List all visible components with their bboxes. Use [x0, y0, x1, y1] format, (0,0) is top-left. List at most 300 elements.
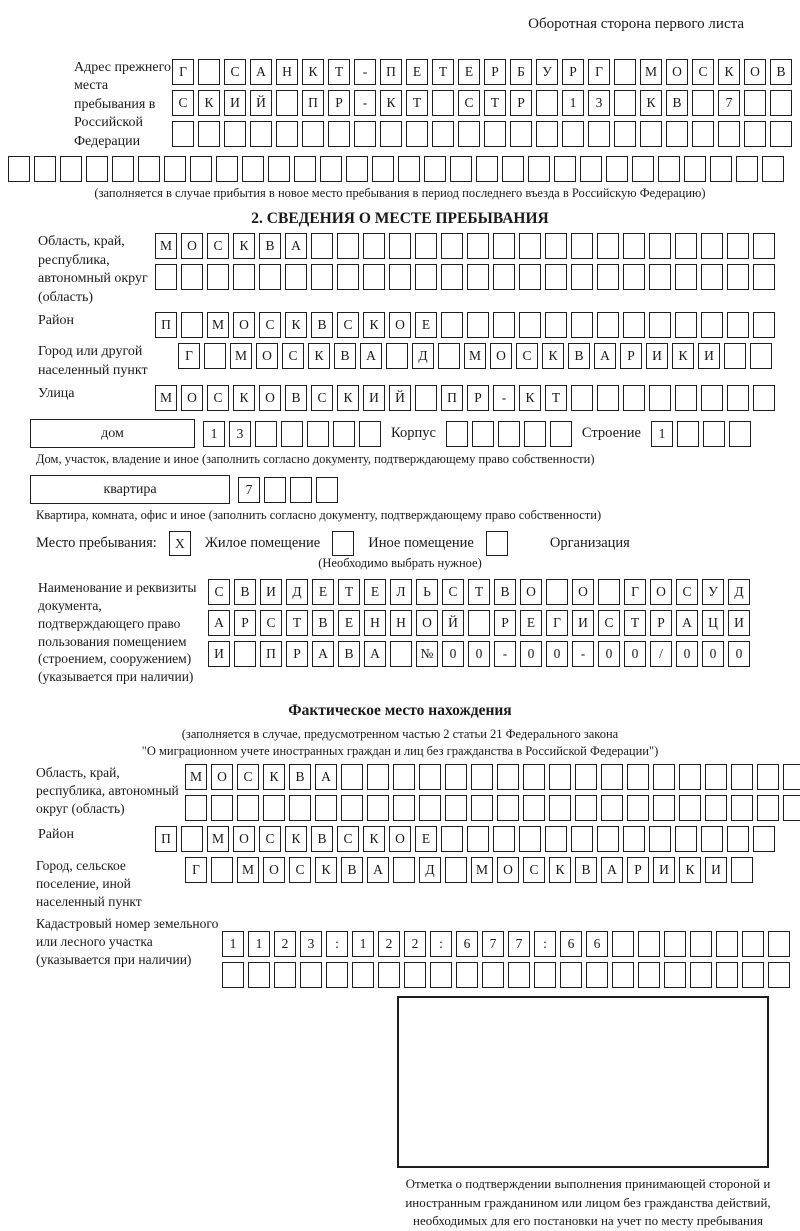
char-cell[interactable]: П	[155, 312, 177, 338]
char-cell[interactable]	[623, 264, 645, 290]
char-cell[interactable]: Р	[286, 641, 308, 667]
char-cell[interactable]: Г	[172, 59, 194, 85]
char-cell[interactable]: М	[185, 764, 207, 790]
char-cell[interactable]	[675, 312, 697, 338]
char-cell[interactable]	[601, 764, 623, 790]
char-cell[interactable]	[456, 962, 478, 988]
char-cell[interactable]: К	[519, 385, 541, 411]
char-cell[interactable]	[326, 962, 348, 988]
char-cell[interactable]	[571, 826, 593, 852]
char-cell[interactable]: С	[282, 343, 304, 369]
char-cell[interactable]: 3	[588, 90, 610, 116]
char-cell[interactable]	[250, 121, 272, 147]
char-cell[interactable]: Р	[484, 59, 506, 85]
char-cell[interactable]	[597, 385, 619, 411]
char-cell[interactable]: К	[263, 764, 285, 790]
char-cell[interactable]	[753, 826, 775, 852]
char-cell[interactable]	[363, 233, 385, 259]
char-cell[interactable]: Т	[406, 90, 428, 116]
char-cell[interactable]: А	[364, 641, 386, 667]
char-cell[interactable]	[664, 931, 686, 957]
char-cell[interactable]: Д	[286, 579, 308, 605]
char-cell[interactable]	[276, 121, 298, 147]
char-cell[interactable]	[534, 962, 556, 988]
char-cell[interactable]: 0	[598, 641, 620, 667]
char-cell[interactable]: 0	[546, 641, 568, 667]
char-cell[interactable]	[703, 421, 725, 447]
char-cell[interactable]	[441, 264, 463, 290]
char-cell[interactable]	[389, 233, 411, 259]
char-cell[interactable]	[653, 795, 675, 821]
char-cell[interactable]: М	[230, 343, 252, 369]
char-cell[interactable]	[729, 421, 751, 447]
char-cell[interactable]	[367, 764, 389, 790]
char-cell[interactable]	[612, 962, 634, 988]
char-cell[interactable]: О	[650, 579, 672, 605]
char-cell[interactable]: С	[598, 610, 620, 636]
char-cell[interactable]: К	[233, 385, 255, 411]
char-cell[interactable]	[60, 156, 82, 182]
char-cell[interactable]	[181, 826, 203, 852]
char-cell[interactable]	[328, 121, 350, 147]
char-cell[interactable]	[378, 962, 400, 988]
char-cell[interactable]: Р	[328, 90, 350, 116]
char-cell[interactable]	[172, 121, 194, 147]
char-cell[interactable]	[701, 264, 723, 290]
char-cell[interactable]	[528, 156, 550, 182]
char-cell[interactable]: К	[308, 343, 330, 369]
char-cell[interactable]: В	[312, 610, 334, 636]
char-cell[interactable]	[393, 857, 415, 883]
char-cell[interactable]	[731, 795, 753, 821]
char-cell[interactable]	[536, 121, 558, 147]
char-cell[interactable]: М	[207, 312, 229, 338]
char-cell[interactable]	[359, 421, 381, 447]
char-cell[interactable]	[562, 121, 584, 147]
char-cell[interactable]	[731, 764, 753, 790]
char-cell[interactable]	[300, 962, 322, 988]
char-cell[interactable]	[307, 421, 329, 447]
char-cell[interactable]: И	[728, 610, 750, 636]
char-cell[interactable]: Н	[390, 610, 412, 636]
char-cell[interactable]: С	[516, 343, 538, 369]
char-cell[interactable]	[363, 264, 385, 290]
char-cell[interactable]: Е	[520, 610, 542, 636]
char-cell[interactable]	[311, 233, 333, 259]
char-cell[interactable]	[768, 931, 790, 957]
char-cell[interactable]	[550, 421, 572, 447]
char-cell[interactable]	[502, 156, 524, 182]
char-cell[interactable]: 6	[560, 931, 582, 957]
char-cell[interactable]	[404, 962, 426, 988]
char-cell[interactable]: С	[224, 59, 246, 85]
char-cell[interactable]: О	[181, 385, 203, 411]
char-cell[interactable]	[484, 121, 506, 147]
char-cell[interactable]: К	[285, 312, 307, 338]
char-cell[interactable]: А	[360, 343, 382, 369]
char-cell[interactable]	[211, 795, 233, 821]
char-cell[interactable]: С	[207, 385, 229, 411]
apartment-type-box[interactable]: квартира	[30, 475, 230, 504]
char-cell[interactable]	[677, 421, 699, 447]
char-cell[interactable]: В	[575, 857, 597, 883]
char-cell[interactable]	[185, 795, 207, 821]
char-cell[interactable]: В	[341, 857, 363, 883]
char-cell[interactable]: 0	[702, 641, 724, 667]
char-cell[interactable]: И	[572, 610, 594, 636]
char-cell[interactable]	[623, 233, 645, 259]
char-cell[interactable]	[367, 795, 389, 821]
char-cell[interactable]	[198, 121, 220, 147]
char-cell[interactable]	[560, 962, 582, 988]
char-cell[interactable]: В	[311, 826, 333, 852]
char-cell[interactable]	[649, 264, 671, 290]
char-cell[interactable]	[289, 795, 311, 821]
char-cell[interactable]	[575, 795, 597, 821]
char-cell[interactable]: Р	[650, 610, 672, 636]
char-cell[interactable]: Р	[467, 385, 489, 411]
char-cell[interactable]: :	[326, 931, 348, 957]
char-cell[interactable]: -	[493, 385, 515, 411]
char-cell[interactable]	[471, 764, 493, 790]
char-cell[interactable]	[337, 233, 359, 259]
char-cell[interactable]	[222, 962, 244, 988]
char-cell[interactable]: 1	[248, 931, 270, 957]
char-cell[interactable]: 6	[586, 931, 608, 957]
char-cell[interactable]	[472, 421, 494, 447]
char-cell[interactable]	[438, 343, 460, 369]
char-cell[interactable]: А	[315, 764, 337, 790]
char-cell[interactable]: П	[441, 385, 463, 411]
char-cell[interactable]	[742, 931, 764, 957]
char-cell[interactable]	[181, 264, 203, 290]
char-cell[interactable]	[419, 795, 441, 821]
char-cell[interactable]	[138, 156, 160, 182]
char-cell[interactable]	[571, 385, 593, 411]
char-cell[interactable]: К	[233, 233, 255, 259]
char-cell[interactable]	[467, 312, 489, 338]
char-cell[interactable]: Т	[286, 610, 308, 636]
char-cell[interactable]	[727, 312, 749, 338]
char-cell[interactable]	[441, 826, 463, 852]
char-cell[interactable]	[545, 312, 567, 338]
char-cell[interactable]	[224, 121, 246, 147]
char-cell[interactable]: И	[363, 385, 385, 411]
char-cell[interactable]	[198, 59, 220, 85]
char-cell[interactable]	[692, 121, 714, 147]
char-cell[interactable]: :	[534, 931, 556, 957]
char-cell[interactable]: П	[260, 641, 282, 667]
char-cell[interactable]	[519, 233, 541, 259]
char-cell[interactable]: 1	[222, 931, 244, 957]
char-cell[interactable]	[690, 931, 712, 957]
char-cell[interactable]: 2	[404, 931, 426, 957]
char-cell[interactable]: С	[207, 233, 229, 259]
char-cell[interactable]	[727, 826, 749, 852]
char-cell[interactable]	[190, 156, 212, 182]
char-cell[interactable]: А	[601, 857, 623, 883]
char-cell[interactable]: 3	[229, 421, 251, 447]
char-cell[interactable]: 1	[651, 421, 673, 447]
char-cell[interactable]: О	[233, 826, 255, 852]
char-cell[interactable]: К	[549, 857, 571, 883]
char-cell[interactable]: Е	[338, 610, 360, 636]
char-cell[interactable]: Т	[624, 610, 646, 636]
char-cell[interactable]: К	[380, 90, 402, 116]
char-cell[interactable]	[415, 264, 437, 290]
char-cell[interactable]	[701, 385, 723, 411]
char-cell[interactable]	[701, 233, 723, 259]
char-cell[interactable]: О	[666, 59, 688, 85]
char-cell[interactable]: В	[259, 233, 281, 259]
char-cell[interactable]	[724, 343, 746, 369]
char-cell[interactable]: 1	[562, 90, 584, 116]
char-cell[interactable]	[274, 962, 296, 988]
char-cell[interactable]	[705, 795, 727, 821]
char-cell[interactable]	[523, 795, 545, 821]
char-cell[interactable]	[638, 931, 660, 957]
char-cell[interactable]: Й	[442, 610, 464, 636]
char-cell[interactable]	[716, 931, 738, 957]
char-cell[interactable]: О	[744, 59, 766, 85]
char-cell[interactable]	[519, 826, 541, 852]
char-cell[interactable]: 7	[238, 477, 260, 503]
char-cell[interactable]: И	[653, 857, 675, 883]
char-cell[interactable]: И	[224, 90, 246, 116]
checkbox-other-premises[interactable]	[332, 531, 354, 556]
char-cell[interactable]: О	[490, 343, 512, 369]
char-cell[interactable]	[242, 156, 264, 182]
char-cell[interactable]: С	[172, 90, 194, 116]
char-cell[interactable]: К	[337, 385, 359, 411]
char-cell[interactable]	[164, 156, 186, 182]
char-cell[interactable]	[181, 312, 203, 338]
char-cell[interactable]: :	[430, 931, 452, 957]
char-cell[interactable]	[155, 264, 177, 290]
char-cell[interactable]	[432, 90, 454, 116]
char-cell[interactable]: 2	[378, 931, 400, 957]
char-cell[interactable]	[545, 264, 567, 290]
char-cell[interactable]	[571, 264, 593, 290]
char-cell[interactable]	[718, 121, 740, 147]
char-cell[interactable]	[546, 579, 568, 605]
char-cell[interactable]: О	[389, 312, 411, 338]
char-cell[interactable]: 0	[624, 641, 646, 667]
checkbox-residential[interactable]: X	[169, 531, 191, 556]
char-cell[interactable]	[315, 795, 337, 821]
char-cell[interactable]: А	[250, 59, 272, 85]
char-cell[interactable]: Н	[276, 59, 298, 85]
char-cell[interactable]	[770, 121, 792, 147]
char-cell[interactable]	[467, 264, 489, 290]
char-cell[interactable]: О	[259, 385, 281, 411]
char-cell[interactable]	[727, 264, 749, 290]
char-cell[interactable]	[679, 764, 701, 790]
char-cell[interactable]	[586, 962, 608, 988]
char-cell[interactable]: №	[416, 641, 438, 667]
char-cell[interactable]	[679, 795, 701, 821]
char-cell[interactable]	[441, 312, 463, 338]
char-cell[interactable]	[233, 264, 255, 290]
char-cell[interactable]: У	[702, 579, 724, 605]
char-cell[interactable]	[675, 826, 697, 852]
char-cell[interactable]	[281, 421, 303, 447]
char-cell[interactable]	[675, 264, 697, 290]
char-cell[interactable]: Е	[364, 579, 386, 605]
char-cell[interactable]	[649, 385, 671, 411]
char-cell[interactable]: К	[363, 312, 385, 338]
char-cell[interactable]: 0	[728, 641, 750, 667]
char-cell[interactable]: М	[155, 233, 177, 259]
char-cell[interactable]	[623, 312, 645, 338]
char-cell[interactable]: С	[260, 610, 282, 636]
char-cell[interactable]: О	[497, 857, 519, 883]
char-cell[interactable]: Р	[627, 857, 649, 883]
char-cell[interactable]	[649, 826, 671, 852]
char-cell[interactable]	[445, 795, 467, 821]
char-cell[interactable]	[380, 121, 402, 147]
char-cell[interactable]: Г	[624, 579, 646, 605]
checkbox-organization[interactable]	[486, 531, 508, 556]
char-cell[interactable]: С	[523, 857, 545, 883]
char-cell[interactable]	[450, 156, 472, 182]
char-cell[interactable]: Т	[328, 59, 350, 85]
char-cell[interactable]	[762, 156, 784, 182]
char-cell[interactable]	[406, 121, 428, 147]
char-cell[interactable]	[545, 233, 567, 259]
char-cell[interactable]	[248, 962, 270, 988]
char-cell[interactable]	[430, 962, 452, 988]
char-cell[interactable]: Е	[415, 826, 437, 852]
char-cell[interactable]: С	[259, 312, 281, 338]
char-cell[interactable]	[354, 121, 376, 147]
char-cell[interactable]: С	[442, 579, 464, 605]
char-cell[interactable]: Ь	[416, 579, 438, 605]
char-cell[interactable]	[727, 385, 749, 411]
char-cell[interactable]: С	[259, 826, 281, 852]
char-cell[interactable]: Д	[728, 579, 750, 605]
char-cell[interactable]: Т	[432, 59, 454, 85]
char-cell[interactable]: 3	[300, 931, 322, 957]
char-cell[interactable]: Н	[364, 610, 386, 636]
char-cell[interactable]: В	[334, 343, 356, 369]
char-cell[interactable]: К	[672, 343, 694, 369]
char-cell[interactable]	[571, 233, 593, 259]
char-cell[interactable]: У	[536, 59, 558, 85]
char-cell[interactable]	[783, 795, 800, 821]
char-cell[interactable]: О	[572, 579, 594, 605]
char-cell[interactable]	[216, 156, 238, 182]
char-cell[interactable]: С	[237, 764, 259, 790]
char-cell[interactable]	[549, 795, 571, 821]
char-cell[interactable]: Д	[419, 857, 441, 883]
char-cell[interactable]	[482, 962, 504, 988]
char-cell[interactable]	[664, 962, 686, 988]
char-cell[interactable]	[627, 795, 649, 821]
char-cell[interactable]	[290, 477, 312, 503]
char-cell[interactable]	[302, 121, 324, 147]
char-cell[interactable]	[536, 90, 558, 116]
char-cell[interactable]	[675, 233, 697, 259]
char-cell[interactable]: 7	[508, 931, 530, 957]
char-cell[interactable]	[612, 931, 634, 957]
char-cell[interactable]: Р	[620, 343, 642, 369]
char-cell[interactable]: Л	[390, 579, 412, 605]
char-cell[interactable]	[519, 264, 541, 290]
char-cell[interactable]: О	[389, 826, 411, 852]
char-cell[interactable]: С	[311, 385, 333, 411]
char-cell[interactable]	[627, 764, 649, 790]
char-cell[interactable]: С	[208, 579, 230, 605]
char-cell[interactable]	[424, 156, 446, 182]
char-cell[interactable]	[276, 90, 298, 116]
char-cell[interactable]: С	[337, 312, 359, 338]
char-cell[interactable]: Д	[412, 343, 434, 369]
char-cell[interactable]	[393, 764, 415, 790]
char-cell[interactable]	[753, 233, 775, 259]
char-cell[interactable]: Р	[494, 610, 516, 636]
char-cell[interactable]	[705, 764, 727, 790]
char-cell[interactable]: Р	[234, 610, 256, 636]
char-cell[interactable]: А	[676, 610, 698, 636]
char-cell[interactable]	[493, 826, 515, 852]
char-cell[interactable]: М	[471, 857, 493, 883]
char-cell[interactable]	[632, 156, 654, 182]
char-cell[interactable]	[471, 795, 493, 821]
char-cell[interactable]: И	[260, 579, 282, 605]
char-cell[interactable]	[753, 264, 775, 290]
char-cell[interactable]: А	[285, 233, 307, 259]
char-cell[interactable]: С	[289, 857, 311, 883]
char-cell[interactable]	[390, 641, 412, 667]
char-cell[interactable]: С	[676, 579, 698, 605]
char-cell[interactable]: И	[208, 641, 230, 667]
char-cell[interactable]	[493, 264, 515, 290]
char-cell[interactable]: 2	[274, 931, 296, 957]
char-cell[interactable]: -	[354, 90, 376, 116]
char-cell[interactable]	[112, 156, 134, 182]
char-cell[interactable]: С	[692, 59, 714, 85]
char-cell[interactable]	[467, 826, 489, 852]
char-cell[interactable]	[34, 156, 56, 182]
char-cell[interactable]	[476, 156, 498, 182]
char-cell[interactable]: -	[494, 641, 516, 667]
char-cell[interactable]	[649, 233, 671, 259]
char-cell[interactable]: /	[650, 641, 672, 667]
char-cell[interactable]	[744, 90, 766, 116]
char-cell[interactable]	[508, 962, 530, 988]
char-cell[interactable]	[666, 121, 688, 147]
char-cell[interactable]	[597, 826, 619, 852]
char-cell[interactable]	[727, 233, 749, 259]
char-cell[interactable]	[467, 233, 489, 259]
char-cell[interactable]: К	[315, 857, 337, 883]
char-cell[interactable]	[614, 121, 636, 147]
char-cell[interactable]	[333, 421, 355, 447]
char-cell[interactable]: О	[520, 579, 542, 605]
char-cell[interactable]	[597, 264, 619, 290]
char-cell[interactable]: 7	[482, 931, 504, 957]
char-cell[interactable]: И	[646, 343, 668, 369]
char-cell[interactable]	[783, 764, 800, 790]
char-cell[interactable]	[311, 264, 333, 290]
char-cell[interactable]: Г	[178, 343, 200, 369]
char-cell[interactable]	[601, 795, 623, 821]
char-cell[interactable]: К	[542, 343, 564, 369]
char-cell[interactable]: Т	[338, 579, 360, 605]
char-cell[interactable]	[606, 156, 628, 182]
char-cell[interactable]: П	[155, 826, 177, 852]
